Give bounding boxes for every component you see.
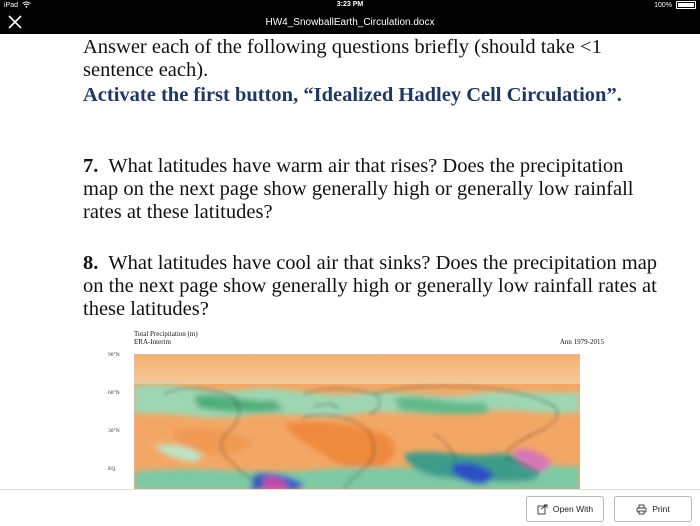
bottom-toolbar xyxy=(0,489,700,526)
question-8-number: 8. xyxy=(83,252,99,274)
intro-paragraph: Answer each of the following questions briefly (should take <1 sentence each). xyxy=(83,36,602,81)
question-7-number: 7. xyxy=(83,155,99,177)
figure-title xyxy=(134,330,198,346)
question-8 xyxy=(83,252,663,321)
figure-title-line1: Total Precipitation (m) xyxy=(134,330,198,338)
document-view[interactable] xyxy=(0,34,700,489)
print-label: Print xyxy=(652,504,670,514)
print-button[interactable] xyxy=(614,496,692,522)
battery-icon xyxy=(676,1,696,9)
open-with-label: Open With xyxy=(552,504,594,514)
question-7 xyxy=(83,155,663,224)
lat-label-60n: 60°N xyxy=(108,390,120,396)
status-right xyxy=(654,1,696,9)
print-icon xyxy=(636,504,647,515)
question-8-text: What latitudes have cool air that sinks? Does the precipitation map on the next page show generally high or generally low rainfall rates at these latitudes? xyxy=(83,252,658,320)
document-title: HW4_SnowballEarth_Circulation.docx xyxy=(265,17,435,28)
activate-instruction: Activate the first button, “Idealized Hadley Cell Circulation”. xyxy=(83,84,622,106)
figure-period: Ann 1979-2015 xyxy=(559,338,604,346)
question-7-text: What latitudes have warm air that rises? Does the precipitation map on the next page show generally high or generally low rainfall rates at these latitudes? xyxy=(83,155,634,223)
open-with-icon xyxy=(537,504,548,515)
open-with-button[interactable] xyxy=(526,496,604,522)
battery-percent: 100% xyxy=(654,1,672,9)
top-bar xyxy=(0,0,700,34)
device-label: iPad xyxy=(4,2,19,9)
figure-title-line2: ERA-Interim xyxy=(134,338,171,346)
lat-label-eq: EQ xyxy=(108,466,116,472)
status-time: 3:23 PM xyxy=(336,1,364,8)
precipitation-figure xyxy=(84,330,604,489)
lat-label-90n: 90°N xyxy=(108,352,120,358)
lat-label-30n: 30°N xyxy=(108,428,120,434)
precipitation-map xyxy=(134,354,580,489)
